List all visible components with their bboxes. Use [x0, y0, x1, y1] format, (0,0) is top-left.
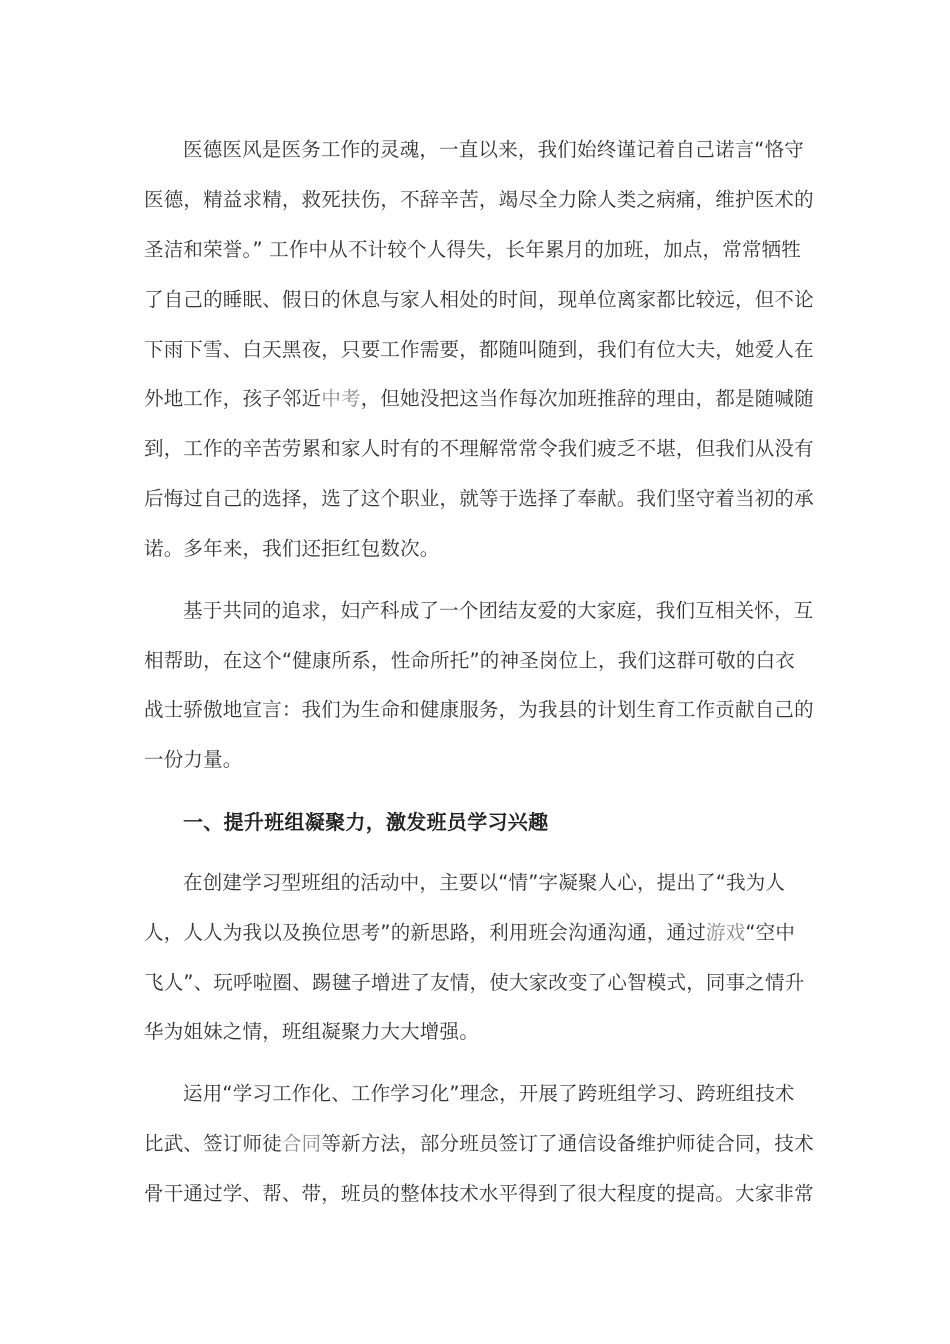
paragraph-1-line-6-text-a: 外地工作，孩子邻近: [144, 387, 322, 410]
paragraph-1-line-6-text-b: ，但她没把这当作每次加班推辞的理由，都是随喊随: [360, 387, 814, 410]
paragraph-3-line-2-text-a: 人，人人为我以及换位思考”的新思路，利用班会沟通沟通，通过: [144, 921, 706, 944]
section-heading-1: 一、提升班组凝聚力，激发班员学习兴趣: [183, 810, 549, 834]
paragraph-3-line-3: 飞人”、玩呼啦圈、踢毽子增进了友情，使大家改变了心智模式，同事之情升: [144, 971, 805, 994]
paragraph-3-line-4: 华为姐妹之情，班组凝聚力大大增强。: [144, 1020, 479, 1043]
paragraph-4-line-1: 运用“学习工作化、工作学习化”理念，开展了跨班组学习、跨班组技术: [183, 1082, 795, 1105]
paragraph-1-line-7: 到，工作的辛苦劳累和家人时有的不理解常常令我们疲乏不堪，但我们从没有: [144, 437, 814, 460]
paragraph-1-line-6: [144, 386, 814, 412]
paragraph-3-line-1: 在创建学习型班组的活动中，主要以“情”字凝聚人心，提出了“我为人: [183, 871, 786, 894]
paragraph-4-line-2: [144, 1131, 814, 1157]
zhongkao-link[interactable]: 中考: [321, 387, 361, 410]
paragraph-2-line-1: 基于共同的追求，妇产科成了一个团结友爱的大家庭，我们互相关怀，互: [183, 599, 814, 622]
paragraph-1-line-1: 医德医风是医务工作的灵魂，一直以来，我们始终谨记着自己诺言“恪守: [183, 138, 805, 161]
hetong-link[interactable]: 合同: [281, 1132, 322, 1155]
paragraph-3-line-2: [144, 920, 804, 946]
paragraph-2-line-4: 一份力量。: [144, 748, 243, 771]
paragraph-2-line-3: 战士骄傲地宣言：我们为生命和健康服务，为我县的计划生育工作贡献自己的: [144, 698, 814, 721]
paragraph-1-line-3: 圣洁和荣誉。” 工作中从不计较个人得失，长年累月的加班，加点，常常牺牲: [144, 238, 802, 261]
paragraph-1-line-2: 医德，精益求精，救死扶伤，不辞辛苦，竭尽全力除人类之病痛，维护医术的: [144, 188, 814, 211]
paragraph-1-line-4: 了自己的睡眠、假日的休息与家人相处的时间，现单位离家都比较远，但不论: [144, 288, 814, 311]
paragraph-1-line-9: 诺。多年来，我们还拒红包数次。: [144, 537, 440, 560]
paragraph-4-line-3: 骨干通过学、帮、带，班员的整体技术水平得到了很大程度的提高。大家非常: [144, 1182, 814, 1205]
paragraph-4-line-2-text-b: 等新方法，部分班员签订了通信设备维护师徒合同，技术: [321, 1132, 814, 1155]
paragraph-1-line-5: 下雨下雪、白天黑夜，只要工作需要，都随叫随到，我们有位大夫，她爱人在: [144, 338, 814, 361]
paragraph-2-line-2: 相帮助，在这个“健康所系，性命所托”的神圣岗位上，我们这群可敬的白衣: [144, 649, 796, 672]
paragraph-4-line-2-text-a: 比武、签订师徒: [144, 1132, 282, 1155]
youxi-link[interactable]: 游戏: [705, 921, 746, 944]
paragraph-1-line-8: 后悔过自己的选择，选了这个职业，就等于选择了奉献。我们坚守着当初的承: [144, 487, 814, 510]
paragraph-3-line-2-text-b: “空中: [745, 921, 796, 944]
